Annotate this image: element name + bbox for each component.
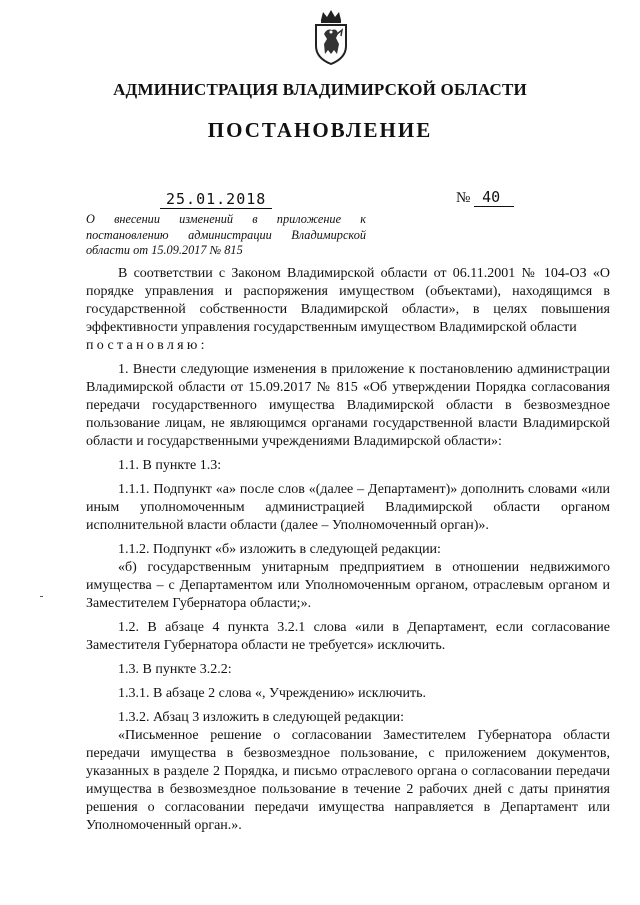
document-body: [86, 265, 610, 835]
document-type: ПОСТАНОВЛЕНИЕ: [207, 118, 433, 142]
paragraph-1-1-2: 1.1.2. Подпункт «б» изложить в следующей редакции:: [118, 542, 441, 557]
resolve-line: [86, 337, 610, 355]
organization-title: АДМИНИСТРАЦИЯ ВЛАДИМИРСКОЙ ОБЛАСТИ: [113, 80, 527, 99]
coat-of-arms-icon: [307, 8, 355, 68]
document-date: 25.01.2018: [160, 190, 272, 209]
paragraph-1-2: 1.2. В абзаце 4 пункта 3.2.1 слова «или в Департамент, если согласование Заместителя Губернатора области не требуется» исключить.: [86, 620, 610, 653]
document-number: [456, 188, 514, 207]
intro-text: В соответствии с Законом Владимирской области от 06.11.2001 № 104-ОЗ «О порядке управления и распоряжения имуществом (объектами), находящимся в государственной собственности Владимирской области», в целях повышения эффективности управления государственным имуществом Владимирской области: [86, 266, 610, 335]
paragraph-1-3-2-text: «Письменное решение о согласовании Заместителем Губернатора области передачи имущества в безвозмездное пользование, с приложением документов, указанных в разделе 2 Порядка, и письмо отраслевого органа о согласовании передачи имущества в безвозмездное пользование в течение 2 рабочих дней с даты принятия решения о согласовании передачи имущества направляется в Департамент или Уполномоченный орган.».: [86, 728, 610, 833]
paragraph-1: 1. Внести следующие изменения в приложение к постановлению администрации Владимирской области от 15.09.2017 № 815 «Об утверждении Порядка согласования передачи государственного имущества Владимирской области в безвозмездное пользование лицам, не являющимся органами государственной власти Владимирской области и государственными учреждениями Владимирской области»:: [86, 362, 610, 449]
paragraph-1-3: 1.3. В пункте 3.2.2:: [118, 662, 232, 677]
paragraph-1-3-2: 1.3.2. Абзац 3 изложить в следующей редакции:: [118, 710, 405, 725]
paragraph-1-1-1: 1.1.1. Подпункт «а» после слов «(далее – Департамент)» дополнить словами «или иным уполномоченным администрацией Владимирской области органом исполнительной власти области (далее – Уполномоченный орган)».: [86, 482, 610, 533]
document-subject: О внесении изменений в приложение к постановлению администрации Владимирской области от 15.09.2017 № 815: [86, 212, 366, 257]
paragraph-1-1-2-text: «б) государственным унитарным предприятием в отношении недвижимого имущества – с Департаментом или Уполномоченным органом, отраслевым органом и Заместителем Губернатора области;».: [86, 560, 610, 611]
paragraph-1-3-1: 1.3.1. В абзаце 2 слова «, Учреждению» исключить.: [118, 686, 427, 701]
number-sign: №: [456, 190, 471, 206]
number-value: 40: [474, 188, 514, 207]
resolve-text: постановляю:: [86, 338, 208, 353]
intro-paragraph: [86, 265, 610, 337]
paragraph-1-1: 1.1. В пункте 1.3:: [118, 458, 222, 473]
margin-mark: [40, 596, 43, 597]
